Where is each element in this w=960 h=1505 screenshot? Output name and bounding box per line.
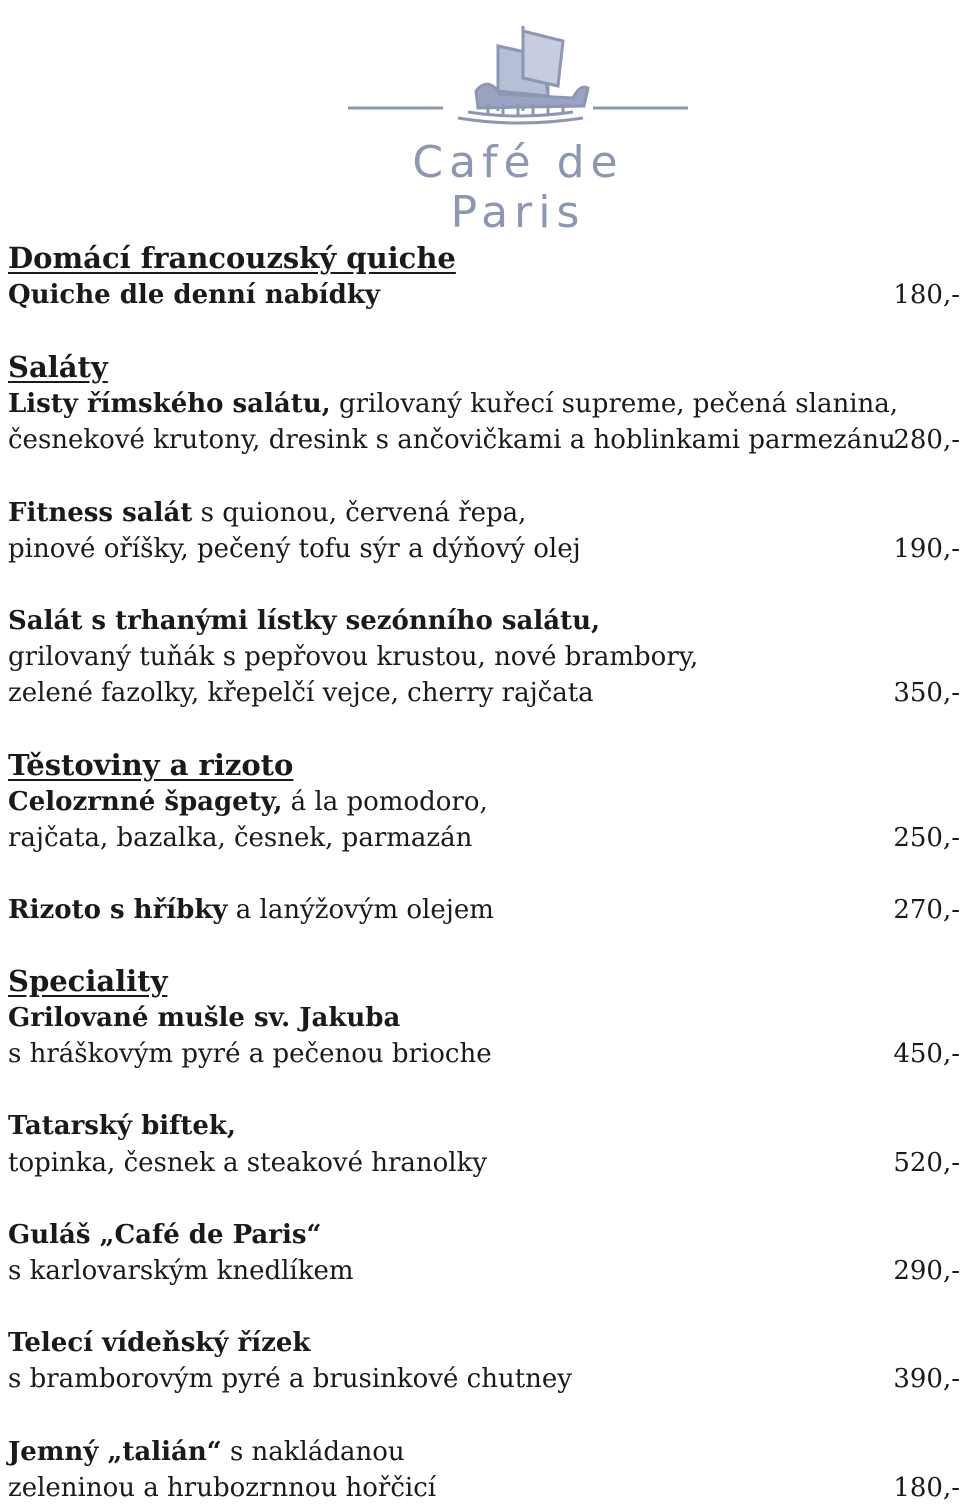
item-desc: s quionou, červená řepa, <box>192 498 527 528</box>
item-desc: česnekové krutony, dresink s ančovičkami a hoblinkami parmezánu <box>8 425 896 455</box>
item-desc: pinové oříšky, pečený tofu sýr a dýňový olej <box>8 534 581 564</box>
item-name-talian: Jemný „talián“ <box>8 1437 222 1467</box>
item-desc: s bramborovým pyré a brusinkové chutney <box>8 1364 572 1394</box>
menu-item-line <box>8 496 526 530</box>
item-desc: a lanýžovým olejem <box>227 895 494 925</box>
item-name-rizek: Telecí vídeňský řízek <box>8 1328 311 1358</box>
item-price: 390,- <box>893 1364 960 1394</box>
item-desc: topinka, česnek a steakové hranolky <box>8 1148 488 1178</box>
item-desc: s karlovarským knedlíkem <box>8 1256 354 1286</box>
item-price: 520,- <box>893 1148 960 1178</box>
item-desc: grilovaný tuňák s pepřovou krustou, nové brambory, <box>8 642 699 672</box>
item-desc: zeleninou a hrubozrnnou hořčicí <box>8 1473 437 1503</box>
item-name-tatarsky-biftek: Tatarský biftek, <box>8 1111 236 1141</box>
item-name-gulas: Guláš „Café de Paris“ <box>8 1220 322 1250</box>
section-title-testoviny: Těstoviny a rizoto <box>8 748 294 782</box>
section-title-salaty: Saláty <box>8 350 108 384</box>
section-title-speciality: Speciality <box>8 964 168 998</box>
item-price: 280,- <box>893 425 960 455</box>
item-name-spagety: Celozrnné špagety, <box>8 787 283 817</box>
item-name-rizoto: Rizoto s hříbky <box>8 895 228 925</box>
item-desc: s nakládanou <box>221 1437 405 1467</box>
item-price: 250,- <box>893 823 960 853</box>
logo-text: Café de Paris <box>412 137 624 238</box>
item-price: 270,- <box>893 895 960 925</box>
menu-item-line <box>8 893 494 927</box>
item-name-fitness-salat: Fitness salát <box>8 498 193 528</box>
item-name-salat-tunak: Salát s trhanými lístky sezónního salátu, <box>8 606 601 636</box>
menu-item-line <box>8 785 488 819</box>
item-desc: grilovaný kuřecí supreme, pečená slanina, <box>330 389 899 419</box>
menu-item-line <box>8 387 898 421</box>
restaurant-logo <box>348 16 688 238</box>
item-name-rimsky-salat: Listy římského salátu, <box>8 389 331 419</box>
item-price-quiche: 180,- <box>893 280 960 310</box>
item-desc: zelené fazolky, křepelčí vejce, cherry rajčata <box>8 678 594 708</box>
item-price: 450,- <box>893 1039 960 1069</box>
item-price: 290,- <box>893 1256 960 1286</box>
item-price: 180,- <box>893 1473 960 1503</box>
item-desc: rajčata, bazalka, česnek, parmazán <box>8 823 473 853</box>
sailing-ship-icon <box>348 16 688 141</box>
item-price: 190,- <box>893 534 960 564</box>
section-title-quiche: Domácí francouzský quiche <box>8 241 456 275</box>
menu-item-line <box>8 1435 405 1469</box>
item-desc: á la pomodoro, <box>282 787 488 817</box>
item-name-musle: Grilované mušle sv. Jakuba <box>8 1003 401 1033</box>
item-price: 350,- <box>893 678 960 708</box>
item-name-quiche: Quiche dle denní nabídky <box>8 280 380 310</box>
item-desc: s hráškovým pyré a pečenou brioche <box>8 1039 492 1069</box>
